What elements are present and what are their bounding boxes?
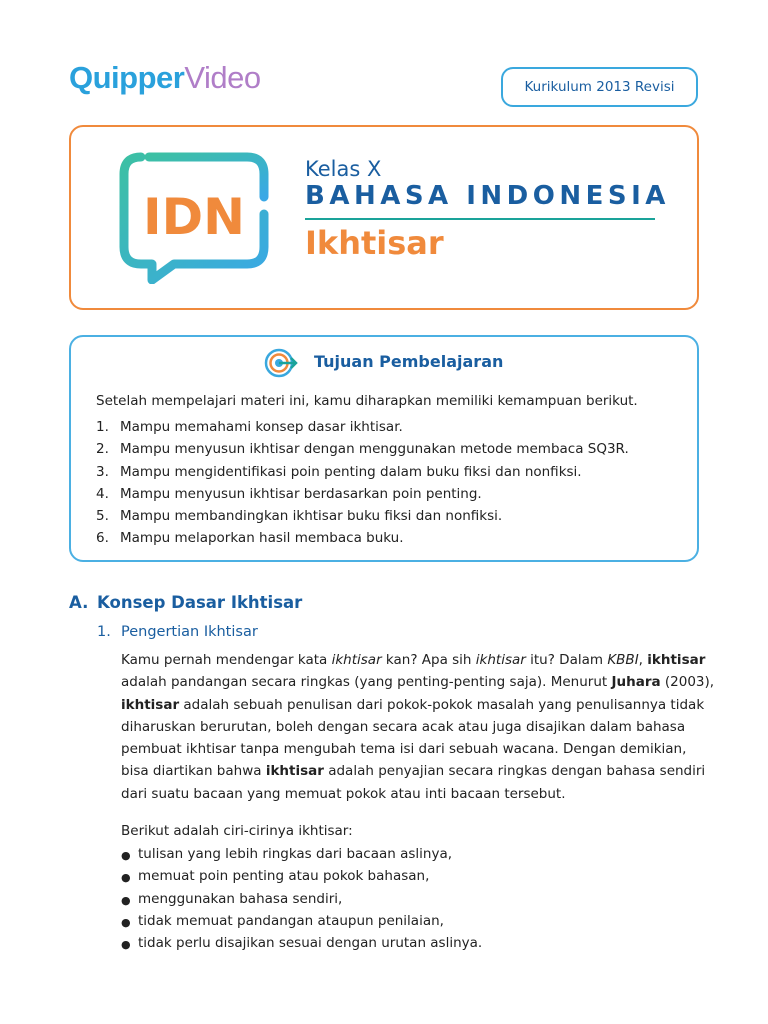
learning-objectives-card <box>69 335 699 562</box>
objective-text: Mampu membandingkan ikhtisar buku fiksi dan nonfiksi. <box>120 508 503 525</box>
text-run: dari suatu bacaan yang memuat pokok atau inti bacaan tersebut. <box>121 785 566 802</box>
section-label: A. <box>69 593 89 612</box>
curriculum-badge: Kurikulum 2013 Revisi <box>501 67 698 107</box>
text-run: bisa diartikan bahwa <box>121 763 266 780</box>
objective-item <box>96 486 629 508</box>
section-title: Konsep Dasar Ikhtisar <box>97 593 303 612</box>
subsection-title: Pengertian Ikhtisar <box>121 624 258 640</box>
objective-number: 6. <box>96 530 109 547</box>
subject-card <box>69 125 699 310</box>
characteristic-item <box>121 868 482 890</box>
objective-number: 5. <box>96 508 109 525</box>
quipper-video-logo <box>69 60 261 96</box>
text-run: itu? Dalam <box>525 652 608 668</box>
section-heading <box>69 593 302 612</box>
objective-text: Mampu melaporkan hasil membaca buku. <box>120 530 404 547</box>
bold-term: ikhtisar <box>121 696 180 713</box>
characteristic-item <box>121 891 482 913</box>
paragraph-line <box>121 716 686 738</box>
objective-item <box>96 441 629 463</box>
text-run: adalah pandangan secara ringkas (yang penting-penting saja). Menurut <box>121 674 612 691</box>
objective-text: Mampu memahami konsep dasar ikhtisar. <box>120 419 403 435</box>
subject-name: BAHASA INDONESIA <box>305 181 670 211</box>
paragraph-line <box>121 694 705 716</box>
italic-term: ikhtisar <box>331 652 382 668</box>
subsection-heading <box>97 624 258 640</box>
paragraph-line <box>121 738 687 760</box>
objectives-list <box>96 419 629 553</box>
objective-text: Mampu mengidentifikasi poin penting dalam buku fiksi dan nonfiksi. <box>120 463 582 480</box>
characteristic-item <box>121 935 482 957</box>
subject-divider <box>305 218 655 220</box>
objective-item <box>96 508 629 530</box>
logo-video-text: Video <box>184 60 261 95</box>
objective-text: Mampu menyusun ikhtisar berdasarkan poin penting. <box>120 485 482 502</box>
italic-term: KBBI <box>607 652 639 668</box>
objective-number: 1. <box>96 419 109 435</box>
bullet-icon: ● <box>121 871 131 885</box>
bold-term: ikhtisar <box>265 763 324 780</box>
target-icon <box>264 348 298 378</box>
objective-item <box>96 464 629 486</box>
characteristic-text: tulisan yang lebih ringkas dari bacaan aslinya, <box>138 846 453 862</box>
objective-number: 3. <box>96 463 109 480</box>
topic-title: Ikhtisar <box>305 224 444 262</box>
bold-term: ikhtisar <box>647 652 706 668</box>
text-run: pembuat ikhtisar tanpa mengubah tema isi dari sebuah wacana. Dengan demikian, <box>121 741 687 758</box>
objective-item <box>96 419 629 441</box>
bullet-icon: ● <box>121 893 131 907</box>
objective-number: 4. <box>96 485 109 502</box>
paragraph-line <box>121 671 715 693</box>
objective-text: Mampu menyusun ikhtisar dengan menggunakan metode membaca SQ3R. <box>120 441 629 458</box>
idn-speech-bubble-icon <box>119 152 271 284</box>
paragraph-line <box>121 783 677 805</box>
characteristics-list <box>121 846 482 957</box>
logo-quipper-text: Quipper <box>69 60 185 95</box>
definition-paragraph <box>121 649 715 805</box>
characteristics-intro: Berikut adalah ciri-cirinya ikhtisar: <box>121 823 353 839</box>
text-run: kan? Apa sih <box>381 652 476 668</box>
idn-icon-text: IDN <box>143 188 245 246</box>
text-run: adalah sebuah penulisan dari pokok-pokok masalah yang penulisannya tidak <box>179 696 705 713</box>
objective-number: 2. <box>96 441 109 458</box>
subsection-label: 1. <box>97 624 111 640</box>
bullet-icon: ● <box>121 915 131 929</box>
text-run: , <box>638 652 648 668</box>
bullet-icon: ● <box>121 938 131 952</box>
text-run: (2003), <box>660 674 715 691</box>
text-run: Kamu pernah mendengar kata <box>121 652 332 668</box>
text-run: diharuskan berurutan, boleh dengan secara acak atau juga disajikan dalam bahasa <box>121 718 686 735</box>
characteristic-text: tidak memuat pandangan ataupun penilaian, <box>138 912 444 929</box>
paragraph-line <box>121 649 706 671</box>
objectives-intro: Setelah mempelajari materi ini, kamu diharapkan memiliki kemampuan berikut. <box>96 393 638 409</box>
italic-term: ikhtisar <box>475 652 526 668</box>
characteristic-item <box>121 913 482 935</box>
bullet-icon: ● <box>121 849 131 862</box>
objectives-title: Tujuan Pembelajaran <box>314 352 504 371</box>
text-run: adalah penyajian secara ringkas dengan bahasa sendiri <box>323 763 706 780</box>
objective-item <box>96 530 629 552</box>
bold-term: Juhara <box>611 674 661 691</box>
characteristic-item <box>121 846 482 868</box>
class-level: Kelas X <box>305 157 382 181</box>
paragraph-line <box>121 760 706 782</box>
characteristic-text: menggunakan bahasa sendiri, <box>138 890 343 907</box>
characteristic-text: tidak perlu disajikan sesuai dengan urutan aslinya. <box>138 935 483 952</box>
characteristic-text: memuat poin penting atau pokok bahasan, <box>138 868 430 885</box>
